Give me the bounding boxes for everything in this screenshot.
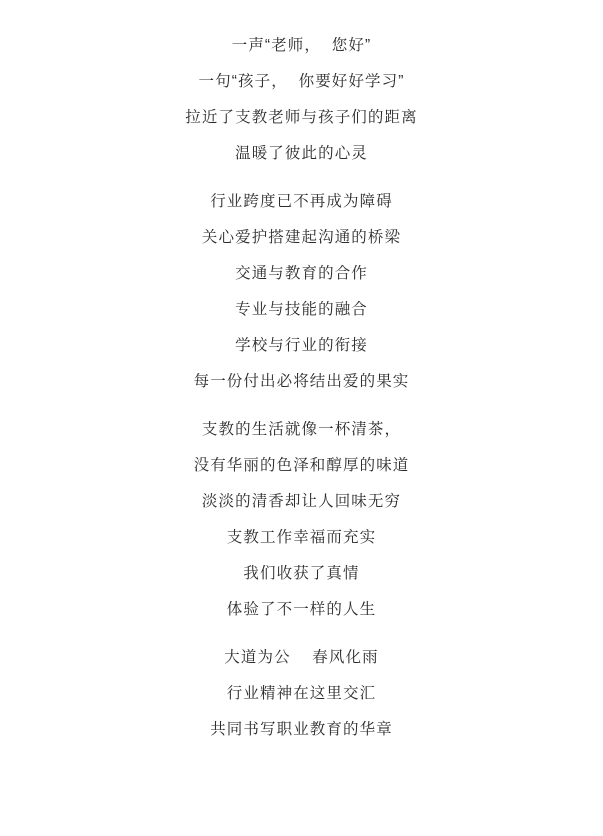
poem-line: 每一份付出必将结出爱的果实 [193, 373, 410, 390]
poem-stanza [0, 640, 603, 748]
poem-line: 支教工作幸福而充实 [226, 529, 377, 546]
poem-stanza [0, 412, 603, 628]
stanza-spacer [0, 628, 603, 640]
poem-line: 拉近了支教老师与孩子们的距离 [185, 109, 418, 126]
poem-line: 支教的生活就像一杯清茶， [201, 421, 402, 438]
poem-line: 没有华丽的色泽和醇厚的味道 [193, 457, 410, 474]
poem-line: 关心爱护搭建起沟通的桥梁 [201, 229, 402, 246]
poem-line: 行业精神在这里交汇 [226, 685, 377, 702]
poem-stanza [0, 28, 603, 172]
poem-line: 我们收获了真情 [243, 565, 360, 582]
poem-stanza [0, 184, 603, 400]
poem-line: 行业跨度已不再成为障碍 [210, 193, 393, 210]
stanza-spacer [0, 172, 603, 184]
poem-line: 交通与教育的合作 [235, 265, 368, 282]
poem-line: 大道为公 春风化雨 [224, 649, 379, 666]
poem-line: 淡淡的清香却让人回味无穷 [201, 493, 402, 510]
poem-line: 一句“孩子， 你要好好学习” [198, 73, 405, 90]
poem-line: 温暖了彼此的心灵 [235, 145, 368, 162]
poem-line: 体验了不一样的人生 [226, 601, 377, 618]
poem-line: 一声“老师， 您好” [231, 37, 372, 54]
poem-line: 学校与行业的衔接 [235, 337, 368, 354]
stanza-spacer [0, 400, 603, 412]
poem-line: 共同书写职业教育的华章 [210, 721, 393, 738]
poem-line: 专业与技能的融合 [235, 301, 368, 318]
